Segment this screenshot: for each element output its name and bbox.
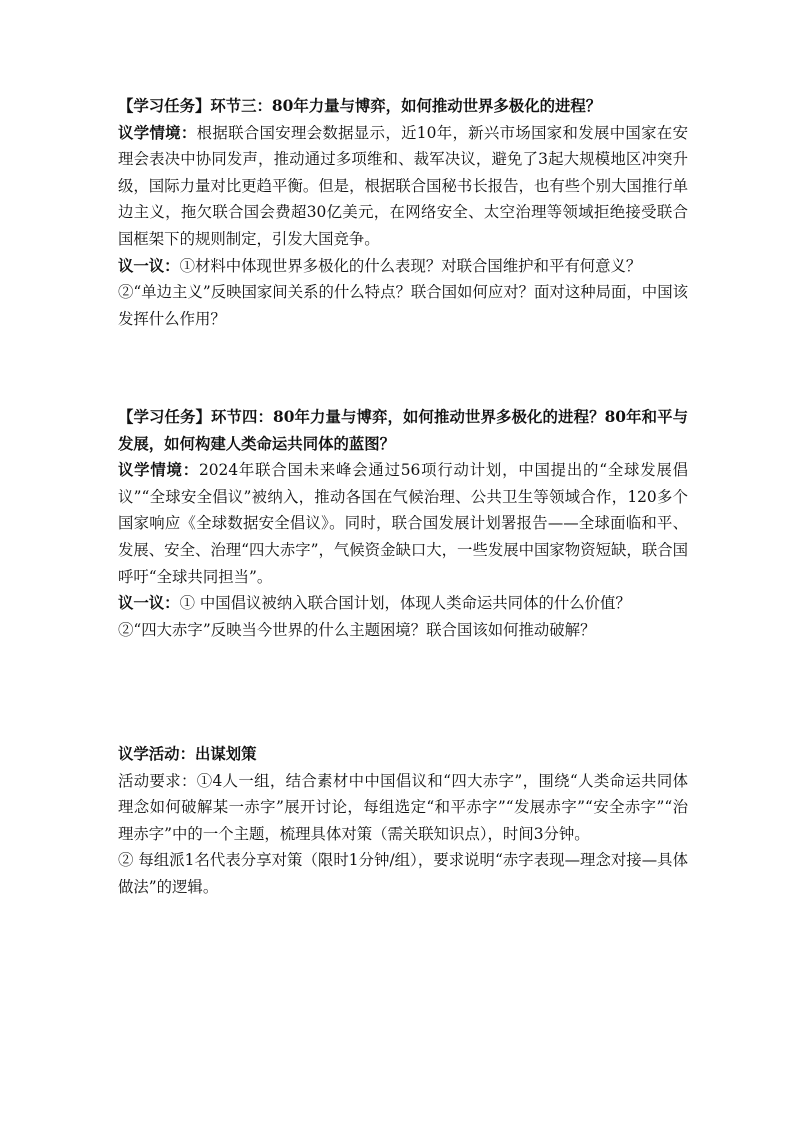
requirement-text: ② 每组派1名代表分享对策（限时1分钟/组），要求说明“赤字表现—理念对接—具体做法”的逻辑。 — [118, 851, 688, 896]
section-link-four — [118, 404, 688, 643]
section-four-heading — [118, 404, 688, 457]
section-three-question-1 — [118, 253, 688, 280]
task-tag: 【学习任务】 — [118, 97, 211, 115]
task-title: 环节四：80年力量与博弈，如何推动世界多极化的进程？80年和平与发展，如何构建人类命运共同体的蓝图？ — [118, 408, 688, 453]
requirement-label: 活动要求： — [118, 771, 197, 790]
learning-activity — [118, 741, 688, 901]
section-four-question-2 — [118, 617, 688, 644]
discuss-label: 议一议： — [118, 594, 180, 613]
activity-title: 议学活动：出谋划策 — [118, 745, 257, 763]
section-three-question-2 — [118, 279, 688, 332]
section-four-question-1 — [118, 590, 688, 617]
section-three-heading — [118, 93, 688, 120]
task-title: 环节三：80年力量与博弈，如何推动世界多极化的进程？ — [210, 97, 602, 115]
section-three-context — [118, 120, 688, 253]
discuss-label: 议一议： — [118, 256, 180, 275]
context-text: 根据联合国安理会数据显示，近10年，新兴市场国家和发展中国家在安理会表决中协同发声，推动通过多项维和、裁军决议，避免了3起大规模地区冲突升级，国际力量对比更趋平衡。但是，根据联合国秘书长报告，也有些个别大国推行单边主义，拖欠联合国会费超30亿美元，在网络安全、太空治理等领域拒绝接受联合国框架下的规则制定，引发大国竞争。 — [118, 123, 688, 248]
context-text: 2024年联合国未来峰会通过56项行动计划，中国提出的“全球发展倡议”“全球安全倡议”被纳入，推动各国在气候治理、公共卫生等领域合作，120多个国家响应《全球数据安全倡议》。同时，联合国发展计划署报告——全球面临和平、发展、安全、治理“四大赤字”，气候资金缺口大，一些发展中国家物资短缺，联合国呼吁“全球共同担当”。 — [118, 461, 688, 586]
question-text: ①材料中体现世界多极化的什么表现？对联合国维护和平有何意义？ — [179, 256, 642, 275]
question-text: ②“单边主义”反映国家间关系的什么特点？联合国如何应对？面对这种局面，中国该发挥什么作用？ — [118, 283, 688, 328]
question-text: ②“四大赤字”反映当今世界的什么主题困境？联合国该如何推动破解？ — [118, 620, 596, 639]
activity-requirement-1 — [118, 768, 688, 848]
requirement-text: ①4人一组，结合素材中中国倡议和“四大赤字”，围绕“人类命运共同体理念如何破解某一赤字”展开讨论，每组选定“和平赤字”“发展赤字”“安全赤字”“治理赤字”中的一个主题，梳理具体对策（需关联知识点），时间3分钟。 — [118, 771, 688, 843]
context-label: 议学情境： — [118, 461, 199, 480]
section-four-context — [118, 457, 688, 590]
question-text: ① 中国倡议被纳入联合国计划，体现人类命运共同体的什么价值？ — [179, 594, 631, 613]
section-link-three — [118, 93, 688, 332]
context-label: 议学情境： — [118, 123, 197, 142]
task-tag: 【学习任务】 — [118, 408, 212, 426]
activity-requirement-2 — [118, 847, 688, 900]
